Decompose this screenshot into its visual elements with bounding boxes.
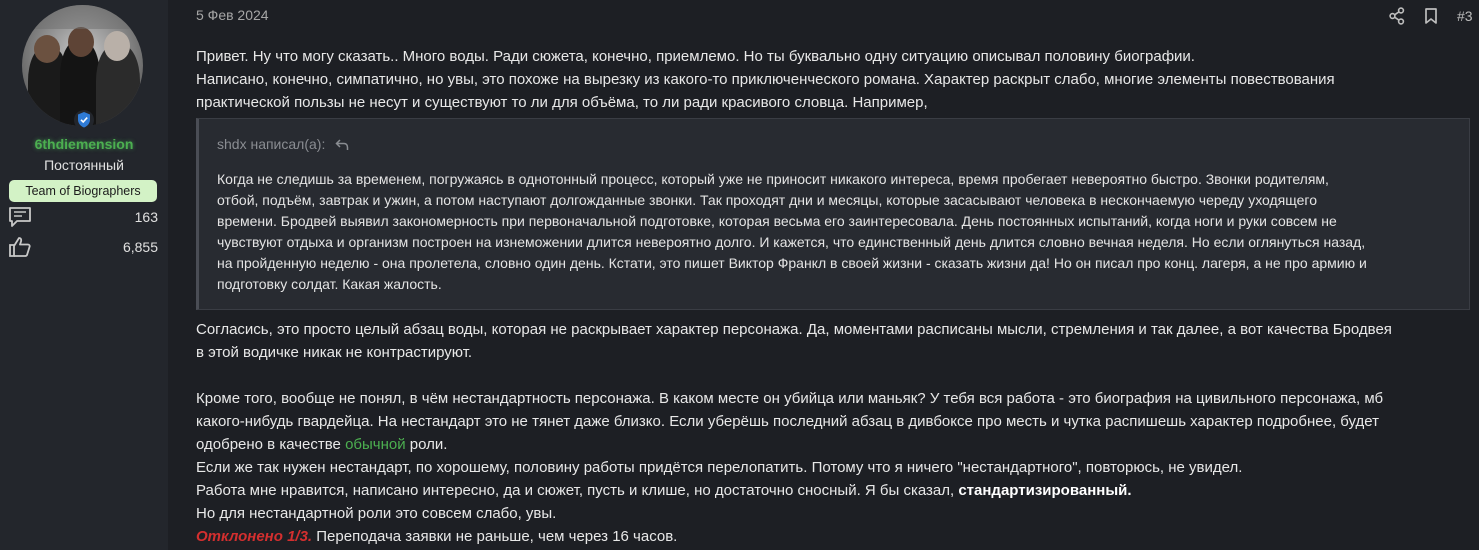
quote-author[interactable]: shdx написал(а):	[217, 136, 326, 152]
text-line: Написано, конечно, симпатично, но увы, это похоже на вырезку из какого-то приключенческого романа. Характер раскрыт слабо, многие элементы повествования	[196, 71, 1335, 88]
quote-block	[196, 118, 1470, 310]
text-line: Привет. Ну что могу сказать.. Много воды. Ради сюжета, конечно, приемлемо. Но ты буквально одну ситуацию описывал половину биографии.	[196, 48, 1195, 65]
username[interactable]: 6thdiemension	[34, 136, 134, 152]
text-line: Но для нестандартной роли это совсем слабо, увы.	[196, 505, 557, 522]
post-actions	[1389, 7, 1479, 27]
user-avatar[interactable]	[22, 5, 143, 126]
text-line: Кроме того, вообще не понял, в чём нестандартность персонажа. В каком месте он убийца или маньяк? У тебя вся работа - это биография на цивильного персонажа, мб	[196, 390, 1384, 407]
quote-line: Когда не следишь за временем, погружаясь в однотонный процесс, который уже не приносит никакого интереса, время пробегает невероятно быстро. Звонки родителям,	[217, 171, 1329, 187]
thumbs-up-icon	[8, 236, 32, 258]
text-fragment: Работа мне нравится, написано интересно, да и сюжет, пусть и клише, но достаточно сносный. Я бы сказал,	[196, 482, 959, 499]
text-line: Согласись, это просто целый абзац воды, которая не раскрывает характер персонажа. Да, моментами расписаны мысли, стремления и так далее, а вот качества Бродвея	[196, 321, 1392, 338]
post-body	[196, 45, 1479, 548]
text-line: в этой водичке никак не контрастируют.	[196, 344, 473, 361]
text-line	[196, 479, 1479, 502]
chat-bubble-icon	[8, 206, 32, 228]
verdict-line	[196, 525, 1479, 548]
reply-arrow-icon[interactable]	[335, 139, 349, 151]
user-panel	[0, 0, 168, 550]
user-group-badge: Team of Biographers	[9, 180, 157, 202]
text-line: практической пользы не несут и существуют то ли для объёма, то ли ради красивого словца. Например,	[196, 94, 928, 111]
reactions-stat	[8, 236, 160, 258]
post-number-link[interactable]: #3	[1457, 8, 1473, 24]
reactions-count: 6,855	[122, 239, 158, 255]
user-title: Постоянный	[44, 157, 124, 173]
text-fragment: роли.	[405, 436, 448, 453]
messages-stat	[8, 206, 160, 228]
rejected-label: Отклонено 1/3.	[196, 528, 313, 545]
role-type-highlight: обычной	[345, 436, 406, 453]
quote-line: подготовку солдат. Какая жалость.	[217, 276, 442, 292]
quote-line: времени. Бродвей выявил закономерность при первоначальной подготовке, которая весьма его заинтересовала. День постоянных испытаний, когда ноги и руки совсем не	[217, 213, 1337, 229]
quote-content	[199, 159, 1469, 309]
quote-line: отбой, подъём, завтрак и ужин, а потом наступают долгожданные звонки. Так проходят дни и месяцы, которые засасывают человека в нескончаемую череду уходящего	[217, 192, 1317, 208]
messages-count: 163	[134, 209, 158, 225]
quote-header[interactable]	[199, 119, 1469, 159]
rejected-text: Переподача заявки не раньше, чем через 16 часов.	[312, 528, 678, 545]
text-line: Если же так нужен нестандарт, по хорошему, половину работы придётся перелопатить. Потому что я ничего "нестандартного", повторюсь, не увидел.	[196, 459, 1243, 476]
bold-verdict: стандартизированный.	[958, 482, 1132, 499]
text-fragment: одобрено в качестве	[196, 436, 346, 453]
shield-icon	[74, 110, 94, 130]
text-line	[196, 433, 1479, 456]
post-date[interactable]: 5 Фев 2024	[196, 7, 269, 23]
quote-line: чувствуют отдыха и организм построен на изнеможении длится невероятно долго. И кажется, что единственный день длится словно вечная неделя. Но если оглянуться назад,	[217, 234, 1366, 250]
share-icon[interactable]	[1389, 7, 1405, 25]
bookmark-icon[interactable]	[1424, 7, 1438, 25]
post	[196, 0, 1479, 550]
quote-line: на пройденную неделю - она пролетела, словно один день. Кстати, это пишет Виктор Франкл в своей жизни - сказать жизни да! Но он писал про конц. лагеря, а не про армию и	[217, 255, 1367, 271]
text-line: какого-нибудь гвардейца. На нестандарт это не тянет даже близко. Если уберёшь последний абзац в дивбоксе про месть и чутка распишешь характер подробнее, будет	[196, 413, 1380, 430]
